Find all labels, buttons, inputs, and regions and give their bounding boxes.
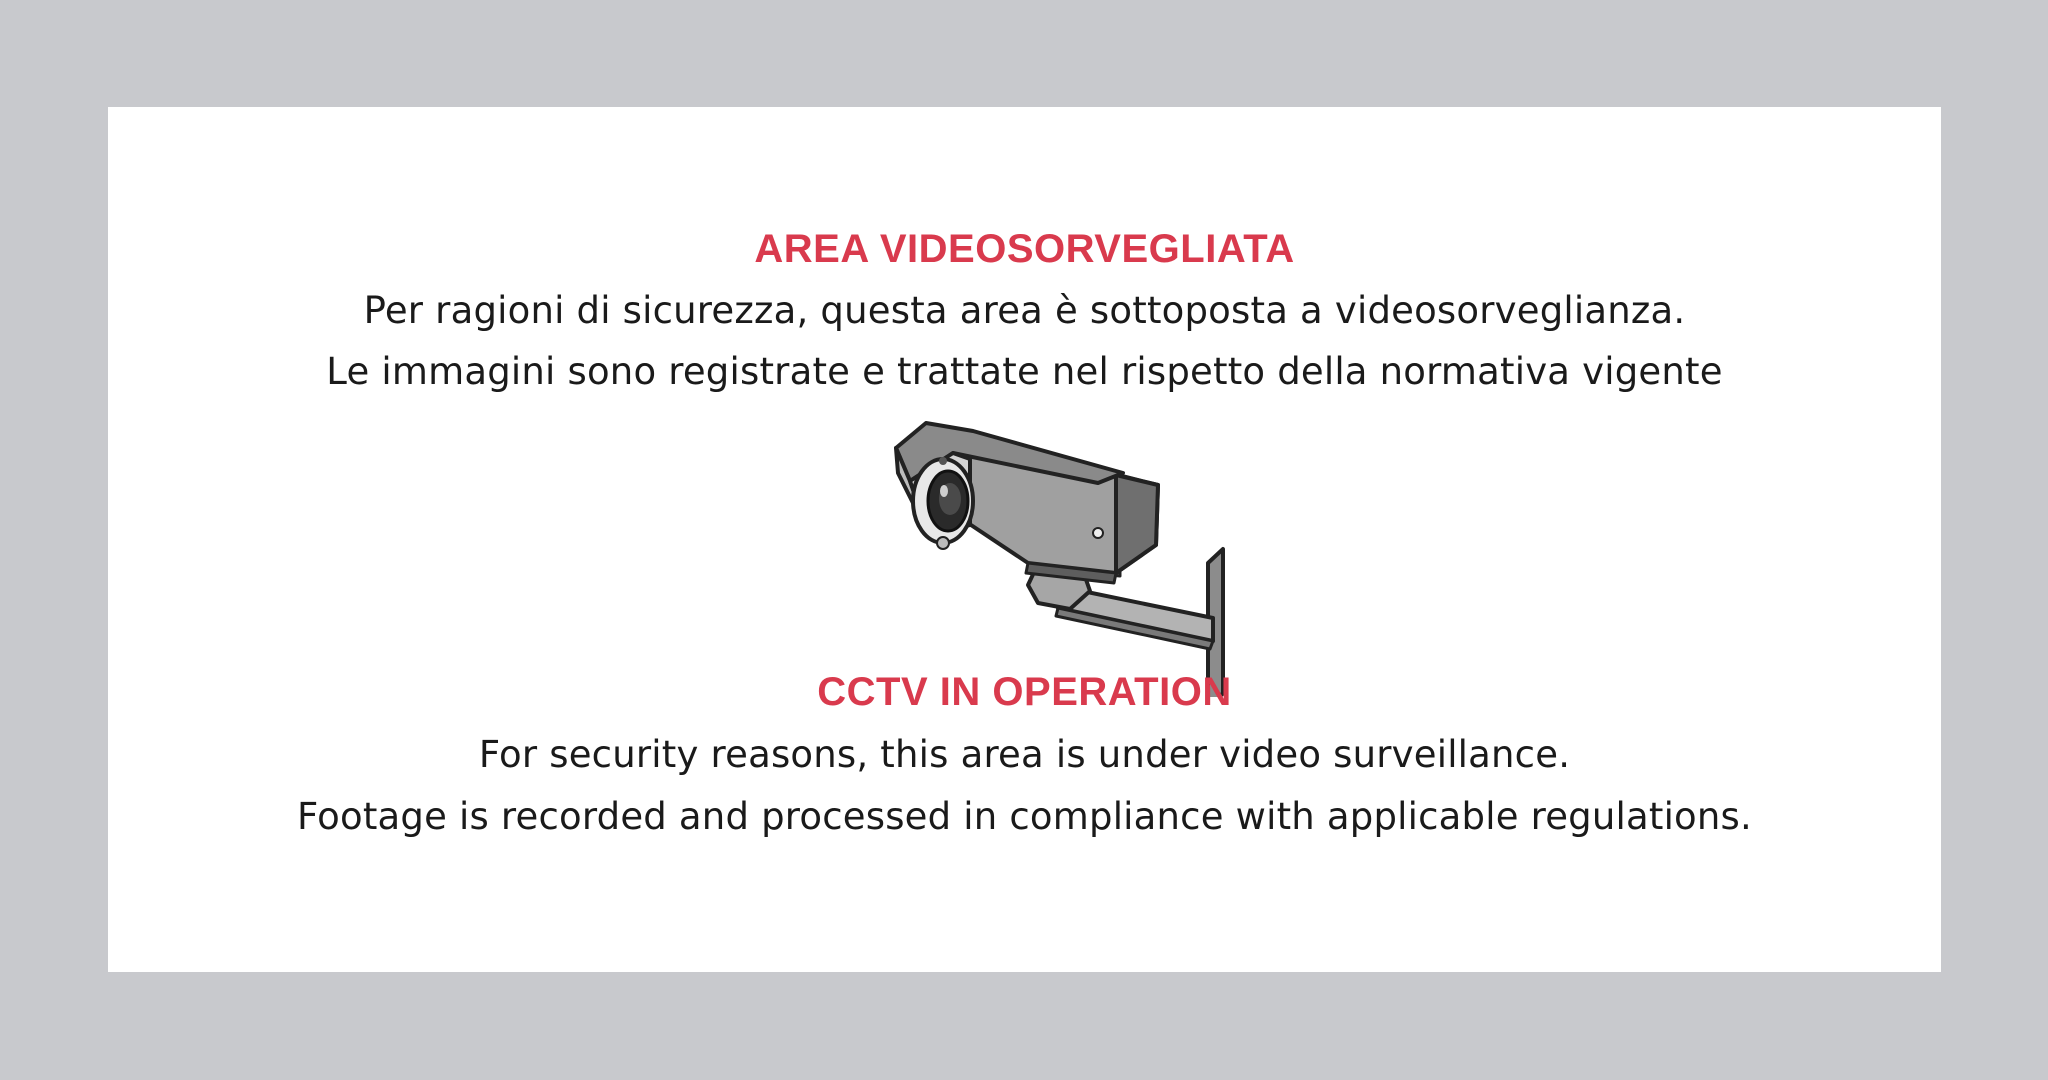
italian-heading: AREA VIDEOSORVEGLIATA <box>754 227 1295 271</box>
surveillance-sign <box>108 107 1941 972</box>
english-line-1: For security reasons, this area is under video surveillance. <box>478 733 1571 776</box>
english-line-2: Footage is recorded and processed in compliance with applicable regulations. <box>296 795 1752 838</box>
english-heading: CCTV IN OPERATION <box>817 670 1232 714</box>
cctv-camera-icon <box>858 413 1258 697</box>
italian-line-1: Per ragioni di sicurezza, questa area è sottoposta a videosorveglianza. <box>363 289 1686 332</box>
italian-line-2: Le immagini sono registrate e trattate nel rispetto della normativa vigente <box>326 350 1723 393</box>
